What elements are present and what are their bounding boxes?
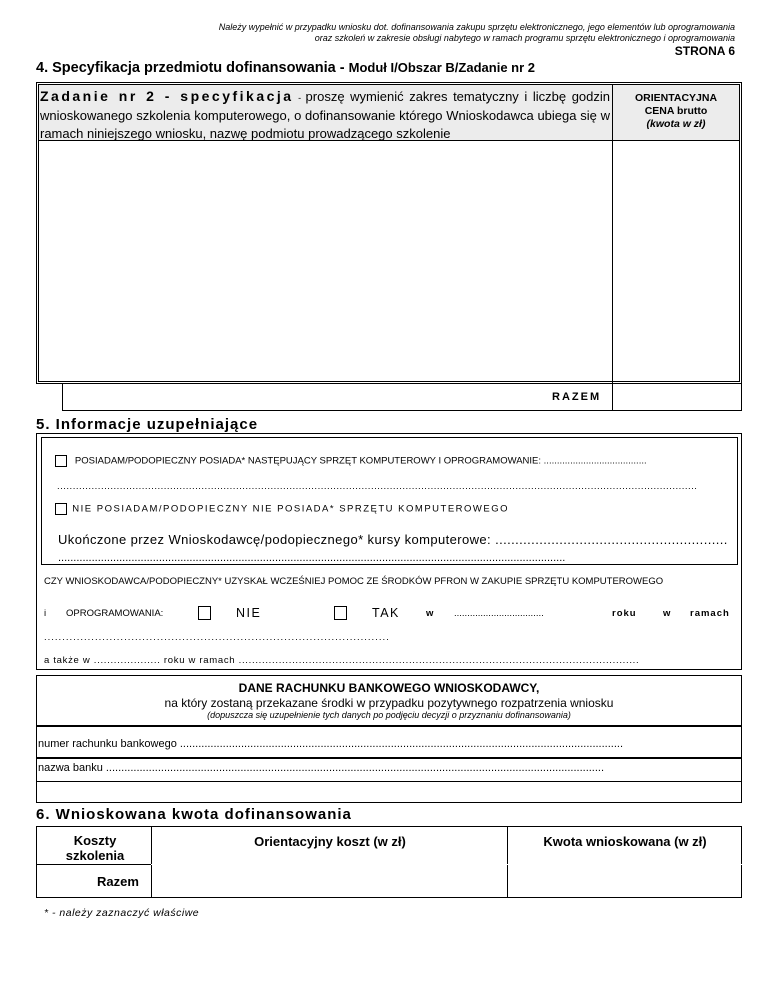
has-equipment-row: POSIADAM/PODOPIECZNY POSIADA* NASTĘPUJĄCY SPRZĘT KOMPUTEROWY I OPROGRAMOWANIE: ....................................... bbox=[55, 455, 647, 467]
bank-name-field[interactable]: nazwa banku ................................................................................................................................................................... bbox=[38, 762, 605, 774]
also-line[interactable]: a także w .................... roku w ramach ........................................................................................................................ bbox=[44, 655, 640, 666]
estimated-cost-field[interactable] bbox=[156, 866, 502, 894]
pfron-no-checkbox[interactable] bbox=[198, 606, 211, 620]
requested-amount-field[interactable] bbox=[512, 866, 738, 894]
pfron-question: CZY WNIOSKODAWCA/PODOPIECZNY* UZYSKAŁ WCZEŚNIEJ POMOC ZE ŚRODKÓW PFRON W ZAKUPIE SPRZĘTU KOMPUTEROWEGO bbox=[44, 576, 664, 587]
task-description: Zadanie nr 2 - specyfikacja - proszę wymienić zakres tematyczny i liczbę godzin wnioskowanego szkolenia komputerowego, o dofinansowanie którego Wnioskodawca ubiega się w ramach niniejszego wniosku, nazwę podmiotu prowadzącego szkolenie bbox=[40, 88, 610, 141]
bank-note: (dopuszcza się uzupełnienie tych danych po podjęciu decyzji o przyznaniu dofinansowania) bbox=[207, 710, 571, 720]
pfron-software-label: OPROGRAMOWANIA: bbox=[66, 608, 164, 619]
header-note-line1: Należy wypełnić w przypadku wniosku dot. dofinansowania zakupu sprzętu elektronicznego, jego elementów lub oprogramowania bbox=[218, 22, 735, 32]
pfron-w-label: w bbox=[426, 608, 434, 619]
col-koszty-szkolenia: Koszty szkolenia bbox=[65, 833, 125, 863]
price-header: ORIENTACYJNA CENA brutto (kwota w zł) bbox=[634, 92, 718, 130]
section5-title: 5. Informacje uzupełniające bbox=[36, 416, 259, 433]
total-label: RAZEM bbox=[552, 391, 602, 403]
col-kwota-wnioskowana: Kwota wnioskowana (w zł) bbox=[543, 834, 707, 849]
pfron-no-label: NIE bbox=[236, 606, 262, 620]
total-price-field[interactable] bbox=[615, 386, 737, 408]
section4-title: 4. Specyfikacja przedmiotu dofinansowania - Moduł I/Obszar B/Zadanie nr 2 bbox=[36, 60, 536, 76]
pfron-year-label: roku bbox=[612, 608, 637, 619]
pfron-ramach-label: ramach bbox=[690, 608, 730, 619]
spec-text-area[interactable] bbox=[42, 143, 609, 379]
price-text-area[interactable] bbox=[615, 143, 737, 379]
pfron-i: i bbox=[44, 608, 47, 619]
page-number: STRONA 6 bbox=[674, 44, 735, 58]
pfron-yes-checkbox[interactable] bbox=[334, 606, 347, 620]
bank-title: DANE RACHUNKU BANKOWEGO WNIOSKODAWCY, bbox=[238, 681, 540, 695]
row-razem-label: Razem bbox=[97, 874, 139, 889]
no-equipment-checkbox[interactable] bbox=[55, 503, 67, 515]
pfron-yes-label: TAK bbox=[372, 606, 400, 620]
pfron-year-dots[interactable]: .................................. bbox=[454, 608, 544, 619]
pfron-w2-label: w bbox=[663, 608, 671, 619]
pfron-dots[interactable]: ............................................................................................... bbox=[44, 632, 390, 643]
no-equipment-row: NIE POSIADAM/PODOPIECZNY NIE POSIADA* SPRZĘTU KOMPUTEROWEGO bbox=[55, 503, 509, 515]
has-equipment-dots[interactable]: ............................................................................................................................................................................................................ bbox=[57, 481, 698, 492]
section6-title: 6. Wnioskowana kwota dofinansowania bbox=[36, 806, 352, 823]
has-equipment-checkbox[interactable] bbox=[55, 455, 67, 467]
courses-label: Ukończone przez Wnioskodawcę/podopiecznego* kursy komputerowe: .......................................................... bbox=[58, 532, 728, 547]
header-note-line2: oraz szkoleń w zakresie obsługi nabytego w ramach programu sprzętu elektronicznego i oprogramowania bbox=[314, 33, 735, 43]
col-orientacyjny-koszt: Orientacyjny koszt (w zł) bbox=[254, 834, 406, 849]
footnote: * - należy zaznaczyć właściwe bbox=[44, 907, 200, 919]
account-number-field[interactable]: numer rachunku bankowego ................................................................................................................................................. bbox=[38, 738, 624, 750]
bank-subtitle: na który zostaną przekazane środki w przypadku pozytywnego rozpatrzenia wniosku bbox=[164, 696, 614, 710]
courses-dots[interactable]: ...................................................................................................................................................................... bbox=[58, 552, 566, 564]
